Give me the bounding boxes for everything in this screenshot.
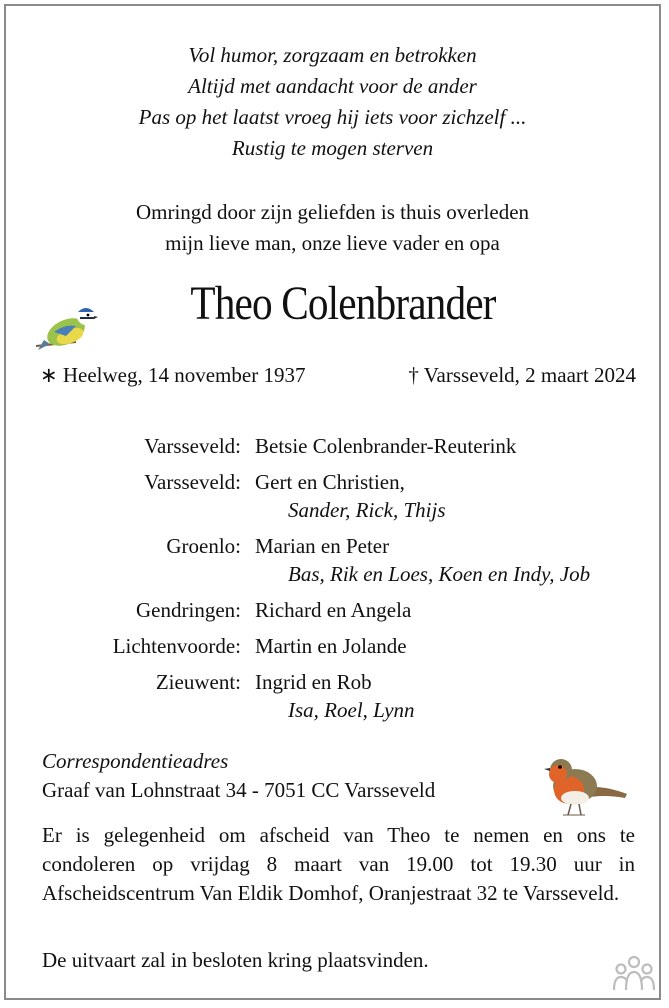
deceased-name: Theo Colenbrander — [190, 277, 496, 330]
family-children: Sander, Rick, Thijs — [288, 498, 446, 522]
poem-line: Rustig te mogen sterven — [231, 136, 434, 160]
obituary-card — [4, 4, 661, 1000]
intro-line: mijn lieve man, onze lieve vader en opa — [165, 231, 500, 255]
poem — [6, 40, 659, 164]
family-names: Ingrid en Rob — [255, 670, 372, 694]
address-text: Graaf van Lohnstraat 34 - 7051 CC Varsseveld — [42, 778, 436, 802]
farewell-text: Er is gelegenheid om afscheid van Theo te nemen en ons te condoleren op vrijdag 8 maart van 19.00 tot 19.30 uur in Afscheidscentrum Van Eldik Domhof, Oranjestraat 32 te Varsseveld. — [42, 823, 635, 905]
family-row — [6, 532, 659, 588]
family-names: Betsie Colenbrander-Reuterink — [255, 434, 517, 458]
funeral-text: De uitvaart zal in besloten kring plaatsvinden. — [42, 948, 429, 972]
family-row — [6, 668, 659, 724]
poem-line: Altijd met aandacht voor de ander — [188, 74, 477, 98]
family-place: Zieuwent: — [155, 670, 241, 694]
family-place: Lichtenvoorde: — [112, 634, 241, 658]
correspondence-address — [42, 747, 435, 805]
poem-line: Vol humor, zorgzaam en betrokken — [188, 43, 477, 67]
intro-line: Omringd door zijn geliefden is thuis overleden — [135, 200, 530, 224]
intro-text — [6, 197, 659, 259]
family-row — [6, 432, 659, 460]
family-place: Gendringen: — [136, 598, 241, 622]
family-children: Isa, Roel, Lynn — [288, 698, 415, 722]
family-row — [6, 596, 659, 624]
birth-date: ∗ Heelweg, 14 november 1937 — [40, 363, 306, 387]
family-names: Gert en Christien, — [255, 470, 405, 494]
family-place: Varsseveld: — [144, 470, 241, 494]
family-place: Varsseveld: — [144, 434, 241, 458]
family-row — [6, 468, 659, 524]
people-group-icon — [613, 954, 655, 994]
family-names: Richard en Angela — [255, 598, 412, 622]
family-children: Bas, Rik en Loes, Koen en Indy, Job — [288, 562, 591, 586]
family-names: Marian en Peter — [255, 534, 390, 558]
family-row — [6, 632, 659, 660]
family-list — [6, 432, 659, 724]
death-date: † Varsseveld, 2 maart 2024 — [408, 363, 636, 387]
correspondence-label: Correspondentieadres — [42, 749, 229, 773]
poem-line: Pas op het laatst vroeg hij iets voor zichzelf ... — [138, 105, 527, 129]
family-names: Martin en Jolande — [255, 634, 407, 658]
robin-icon — [541, 754, 631, 816]
family-place: Groenlo: — [166, 534, 241, 558]
